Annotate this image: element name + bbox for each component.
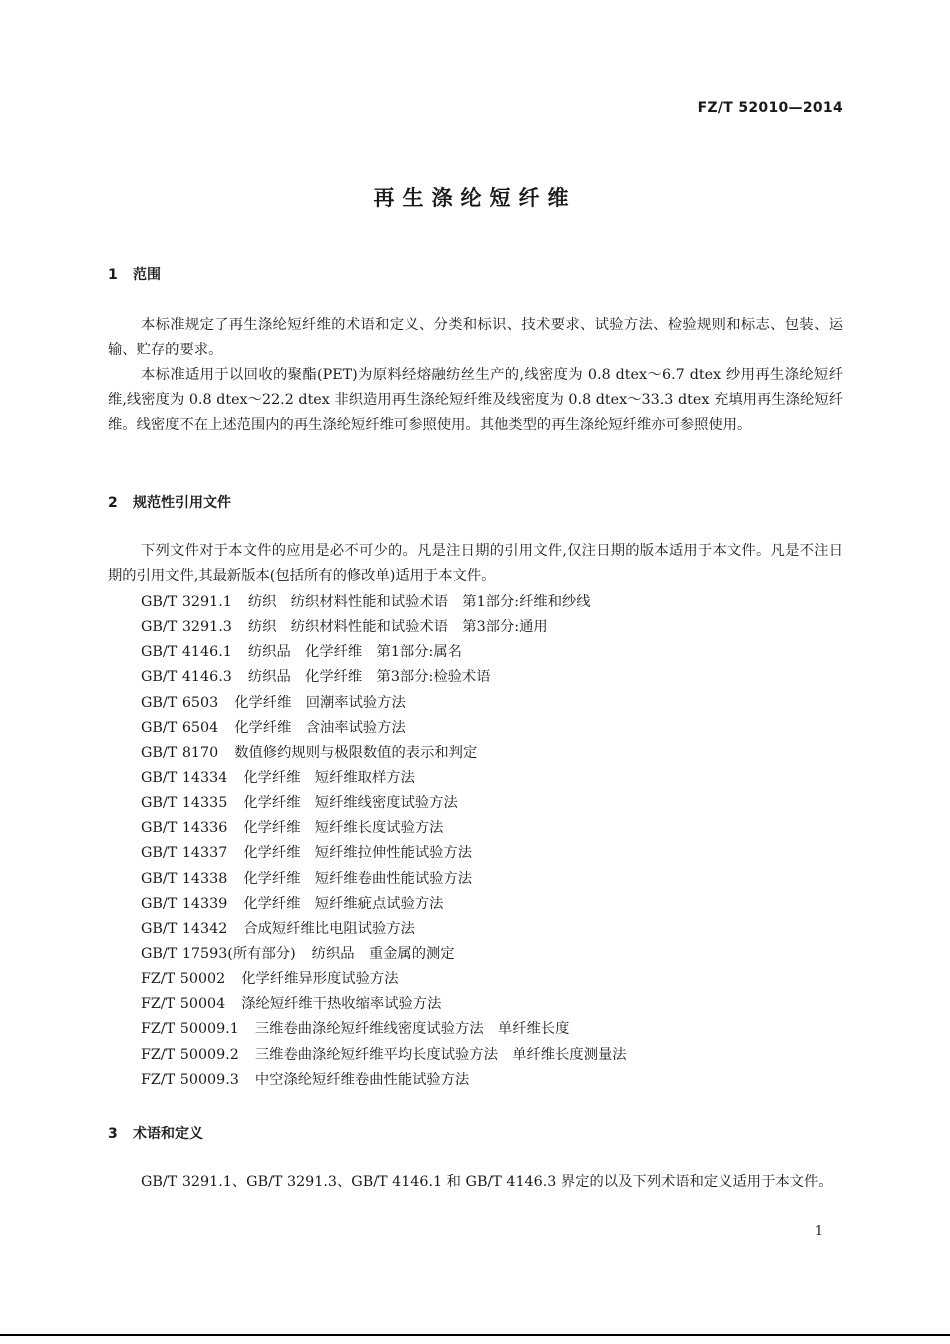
reference-code: GB/T 6504 (141, 719, 219, 736)
reference-title: 化学纤维 短纤维卷曲性能试验方法 (243, 870, 473, 887)
reference-code: FZ/T 50009.1 (141, 1021, 239, 1038)
reference-title: 三维卷曲涤纶短纤维平均长度试验方法 单纤维长度测量法 (254, 1046, 627, 1063)
bottom-rule (0, 1334, 950, 1336)
reference-title: 化学纤维 短纤维线密度试验方法 (243, 795, 458, 812)
reference-item (141, 615, 627, 640)
reference-code: GB/T 17593(所有部分) (141, 945, 296, 962)
reference-code: GB/T 8170 (141, 744, 219, 761)
reference-item (141, 791, 627, 816)
reference-title: 化学纤维异形度试验方法 (241, 971, 399, 988)
reference-code: GB/T 14339 (141, 895, 228, 912)
reference-code: FZ/T 50004 (141, 996, 226, 1013)
terms-paragraph: GB/T 3291.1、GB/T 3291.3、GB/T 4146.1 和 GB/T 4146.3 界定的以及下列术语和定义适用于本文件。 (141, 1174, 833, 1190)
section-number: 2 (108, 495, 118, 511)
reference-item (141, 766, 627, 791)
reference-item (141, 967, 627, 992)
reference-title: 纺织 纺织材料性能和试验术语 第1部分:纤维和纱线 (247, 594, 591, 610)
reference-title: 化学纤维 短纤维疵点试验方法 (243, 895, 444, 912)
document-title: 再生涤纶短纤维 (373, 186, 577, 210)
section-title: 范围 (133, 267, 161, 283)
reference-title: 化学纤维 短纤维取样方法 (243, 769, 415, 786)
reference-item (141, 892, 627, 917)
reference-item (141, 841, 627, 866)
section-number: 1 (108, 267, 118, 283)
reference-code: GB/T 14335 (141, 795, 228, 812)
reference-title: 涤纶短纤维干热收缩率试验方法 (241, 996, 442, 1013)
reference-code: GB/T 3291.1 (141, 594, 232, 610)
reference-title: 合成短纤维比电阻试验方法 (243, 920, 415, 937)
reference-item (141, 1068, 627, 1093)
reference-title: 数值修约规则与极限数值的表示和判定 (234, 744, 478, 761)
section-1-heading (108, 264, 161, 284)
reference-item (141, 1043, 627, 1068)
reference-title: 三维卷曲涤纶短纤维线密度试验方法 单纤维长度 (254, 1021, 570, 1038)
section-title: 术语和定义 (133, 1126, 203, 1142)
reference-title: 中空涤纶短纤维卷曲性能试验方法 (254, 1071, 470, 1088)
section-3-heading (108, 1123, 203, 1143)
reference-item (141, 867, 627, 892)
reference-code: GB/T 14337 (141, 845, 228, 862)
reference-item (141, 716, 627, 741)
reference-title: 化学纤维 短纤维长度试验方法 (243, 820, 444, 837)
reference-item (141, 640, 627, 665)
page-number: 1 (814, 1224, 823, 1239)
reference-item (141, 917, 627, 942)
scope-paragraph-2: 本标准适用于以回收的聚酯(PET)为原料经熔融纺丝生产的,线密度为 0.8 dtex～6.7 dtex 纱用再生涤纶短纤维,线密度为 0.8 dtex～22.2 dtex 非织造用再生涤纶短纤维及线密度为 0.8 dtex～33.3 dtex 充填用再生涤纶短纤维。线密度不在上述范围内的再生涤纶短纤维可参照使用。其他类型的再生涤纶短纤维亦可参照使用。 (108, 367, 843, 433)
reference-title: 化学纤维 短纤维拉伸性能试验方法 (243, 845, 473, 862)
section-number: 3 (108, 1126, 118, 1142)
reference-code: GB/T 4146.3 (141, 669, 232, 686)
normative-reference-list (141, 590, 627, 1093)
reference-item (141, 992, 627, 1017)
reference-item (141, 816, 627, 841)
references-intro-paragraph: 下列文件对于本文件的应用是必不可少的。凡是注日期的引用文件,仅注日期的版本适用于本文件。凡是不注日期的引用文件,其最新版本(包括所有的修改单)适用于本文件。 (108, 543, 843, 584)
reference-code: GB/T 6503 (141, 694, 219, 711)
reference-code: GB/T 3291.3 (141, 619, 232, 636)
reference-code: GB/T 14336 (141, 820, 228, 837)
reference-item (141, 691, 627, 716)
reference-item (141, 590, 627, 615)
reference-title: 纺织品 重金属的测定 (311, 945, 455, 962)
reference-item (141, 741, 627, 766)
reference-code: GB/T 14342 (141, 920, 228, 937)
reference-item (141, 942, 627, 967)
reference-code: FZ/T 50009.3 (141, 1071, 239, 1088)
reference-title: 纺织品 化学纤维 第3部分:检验术语 (247, 669, 491, 686)
standard-number: FZ/T 52010—2014 (697, 100, 843, 116)
scope-paragraph-1: 本标准规定了再生涤纶短纤维的术语和定义、分类和标识、技术要求、试验方法、检验规则和标志、包装、运输、贮存的要求。 (108, 317, 843, 358)
reference-title: 纺织 纺织材料性能和试验术语 第3部分:通用 (247, 619, 548, 636)
reference-title: 化学纤维 含油率试验方法 (234, 719, 406, 736)
reference-title: 纺织品 化学纤维 第1部分:属名 (247, 644, 462, 661)
reference-code: GB/T 4146.1 (141, 644, 232, 661)
reference-item (141, 1017, 627, 1042)
reference-code: GB/T 14334 (141, 769, 228, 786)
reference-code: FZ/T 50009.2 (141, 1046, 239, 1063)
reference-code: GB/T 14338 (141, 870, 228, 887)
reference-item (141, 665, 627, 690)
reference-title: 化学纤维 回潮率试验方法 (234, 694, 406, 711)
reference-code: FZ/T 50002 (141, 971, 226, 988)
section-title: 规范性引用文件 (133, 495, 231, 511)
section-2-heading (108, 492, 231, 512)
